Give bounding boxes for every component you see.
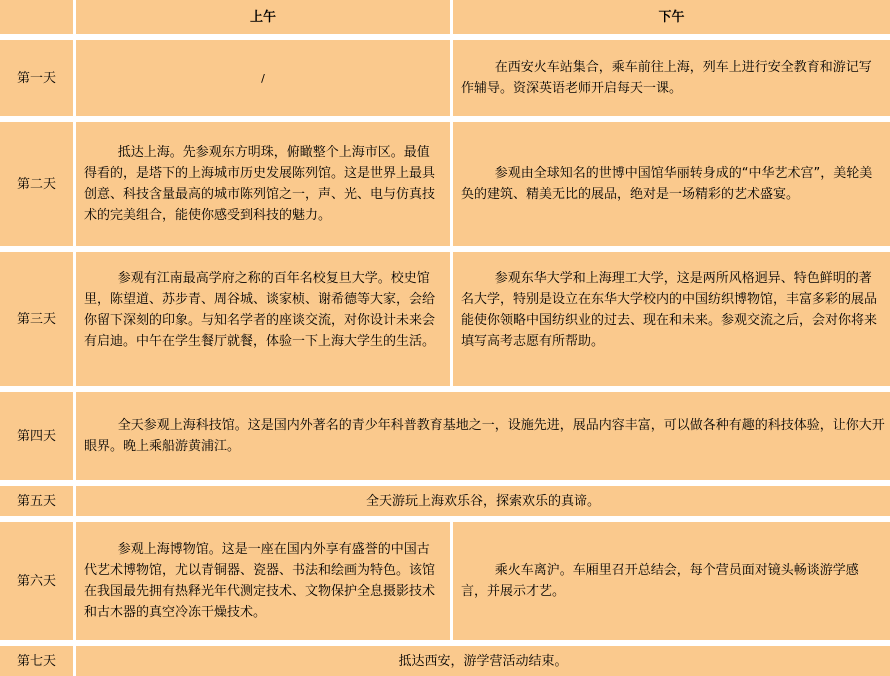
day-label: 第三天 (0, 252, 73, 386)
day-am-text: 参观有江南最高学府之称的百年名校复旦大学。校史馆里，陈望道、苏步青、周谷城、谈家桢、谢希德等大家，会给你留下深刻的印象。与知名学者的座谈交流，对你设计未来会有启迪。中午在学生餐厅就餐，体验一下上海大学生的生活。 (84, 271, 436, 349)
day-pm-cell (453, 122, 890, 246)
day-full-cell (76, 646, 890, 676)
day-label: 第一天 (0, 40, 73, 116)
day-label: 第二天 (0, 122, 73, 246)
day-full-cell (76, 486, 890, 516)
day-am-text: 抵达上海。先参观东方明珠，俯瞰整个上海市区。最值得看的，是塔下的上海城市历史发展陈列馆。这是世界上最具创意、科技含量最高的城市陈列馆之一，声、光、电与仿真技术的完美组合，能使你感受到科技的魅力。 (84, 145, 436, 223)
day-pm-cell (453, 252, 890, 386)
corner-cell (0, 0, 73, 34)
day-pm-cell (453, 522, 890, 640)
day-label: 第五天 (0, 486, 73, 516)
day-am-cell (76, 522, 450, 640)
day-am-cell (76, 252, 450, 386)
header-pm: 下午 (453, 0, 890, 34)
day-full-text: 全天游玩上海欢乐谷，探索欢乐的真谛。 (365, 493, 600, 509)
day-label: 第七天 (0, 646, 73, 676)
day-pm-text: 参观由全球知名的世博中国馆华丽转身成的“中华艺术宫”，美轮美奂的建筑、精美无比的展品，绝对是一场精彩的艺术盛宴。 (461, 166, 873, 202)
day-pm-text: 参观东华大学和上海理工大学，这是两所风格迥异、特色鲜明的著名大学，特别是设立在东华大学校内的中国纺织博物馆，丰富多彩的展品能使你领略中国纺织业的过去、现在和未来。参观交流之后，会对你将来填写高考志愿有所帮助。 (461, 271, 878, 349)
day-pm-text: 乘火车离沪。车厢里召开总结会，每个营员面对镜头畅谈游学感言，并展示才艺。 (461, 563, 859, 599)
header-am: 上午 (76, 0, 450, 34)
day-am-text: / (261, 71, 265, 85)
day-label: 第六天 (0, 522, 73, 640)
day-pm-cell (453, 40, 890, 116)
day-pm-text: 在西安火车站集合，乘车前往上海，列车上进行安全教育和游记写作辅导。资深英语老师开启每天一课。 (461, 60, 872, 96)
day-label: 第四天 (0, 392, 73, 480)
day-full-text: 全天参观上海科技馆。这是国内外著名的青少年科普教育基地之一，设施先进，展品内容丰富，可以做各种有趣的科技体验，让你大开眼界。晚上乘船游黄浦江。 (84, 418, 885, 454)
day-full-cell (76, 392, 890, 480)
day-full-text: 抵达西安，游学营活动结束。 (398, 653, 568, 669)
day-am-cell (76, 40, 450, 116)
day-am-cell (76, 122, 450, 246)
day-am-text: 参观上海博物馆。这是一座在国内外享有盛誉的中国古代艺术博物馆，尤以青铜器、瓷器、书法和绘画为特色。该馆在我国最先拥有热释光年代测定技术、文物保护全息摄影技术和古木器的真空冷冻干燥技术。 (84, 542, 436, 620)
